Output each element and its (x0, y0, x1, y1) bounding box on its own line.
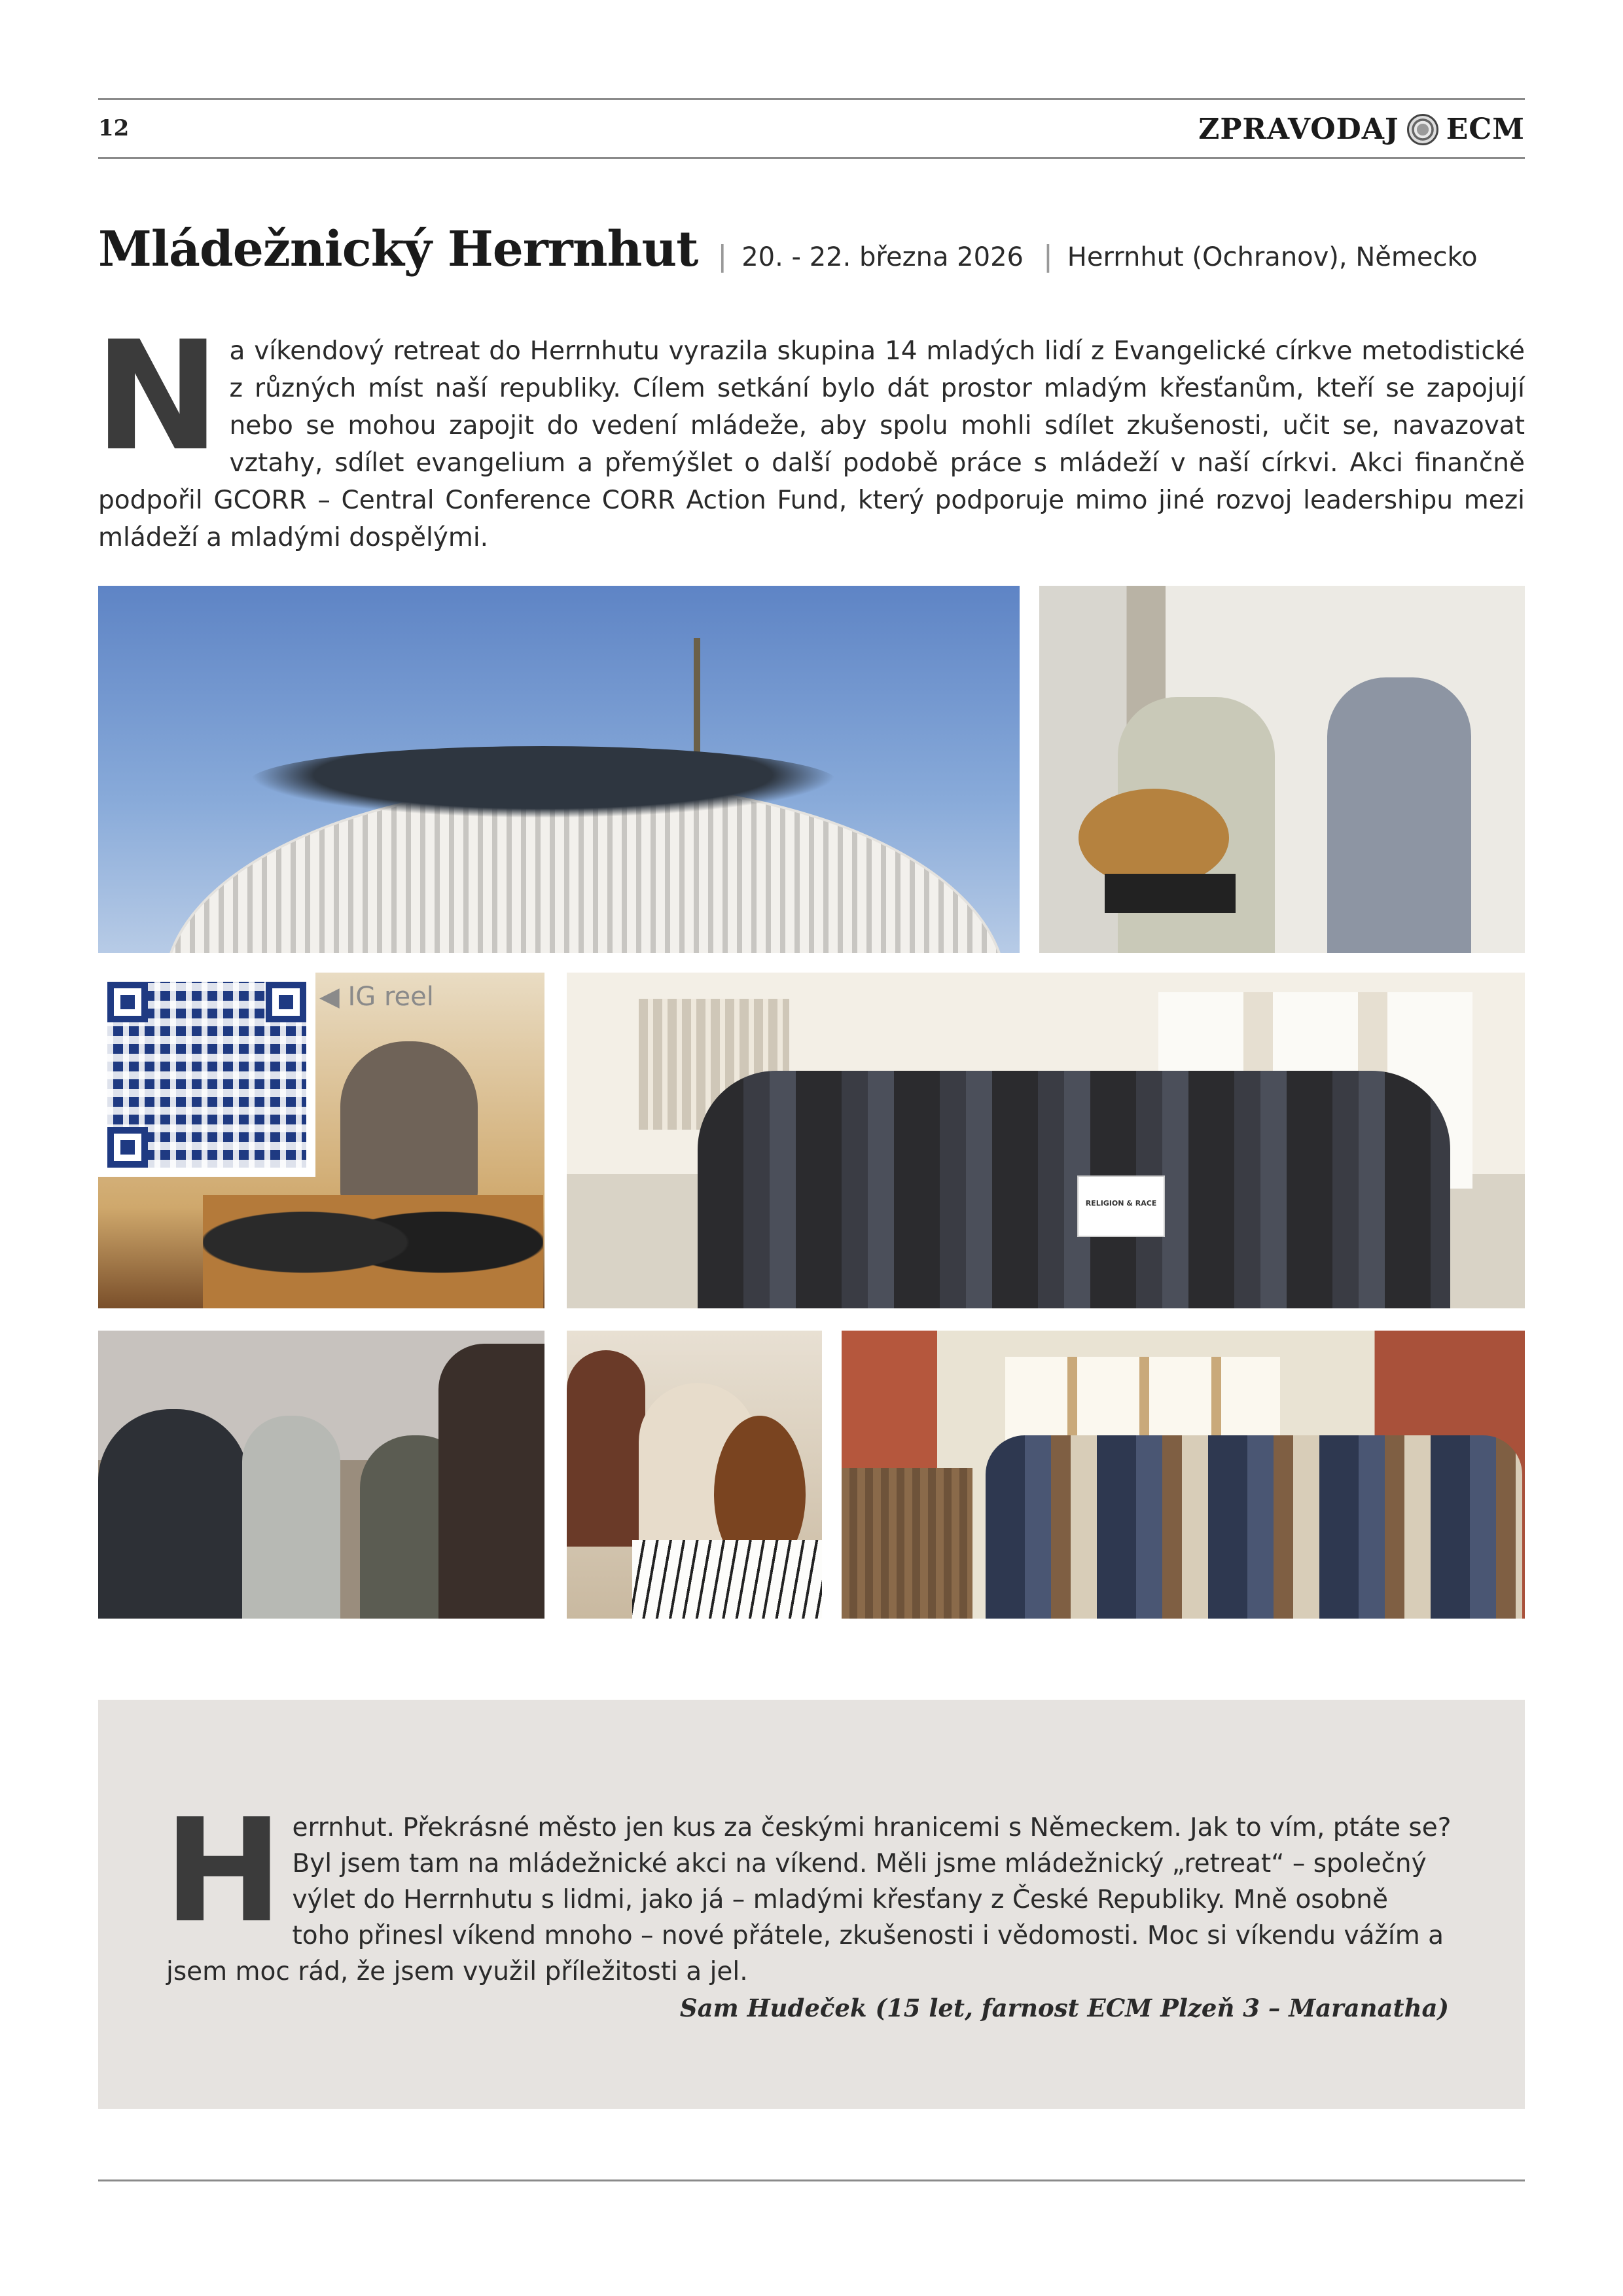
qr-code-icon (107, 982, 306, 1168)
testimonial (164, 1789, 1452, 2026)
page-number: 12 (98, 115, 130, 141)
intro-text: a víkendový retreat do Herrnhutu vyrazila skupina 14 mladých lidí z Evangelické církve metodistické z různých míst naší republiky. Cílem setkání bylo dát prostor mladým křesťanům, kteří se zapojují nebo se mohou zapojit do vedení mládeže, aby spolu mohli sdílet zkušenosti, učit se, navazovat vztahy, sdílet evangelium a přemýšlet o další podobě práce s mládeží v naší církvi. Akci finančně podpořil GCORR – Central Conference CORR Action Fund, který podporuje mimo jiné rozvoj leadershipu mezi mládeží a mladými dospělými. (98, 336, 1525, 552)
piano-keys (632, 1540, 822, 1619)
article-title-line (98, 221, 1538, 278)
qr-finder (266, 982, 306, 1022)
waving-group (249, 746, 838, 818)
header-bottom-rule (98, 157, 1525, 159)
ig-reel-label: ◀ IG reel (319, 982, 434, 1012)
testimonial-dropcap: H (164, 1789, 283, 1954)
intro-paragraph (94, 310, 1525, 556)
footer-rule (98, 2179, 1525, 2181)
testimonial-text: errnhut. Překrásné město jen kus za českými hranicemi s Německem. Jak to vím, ptáte se? Byl jsem tam na mládežnické akci na víkend. Měli jsme mládežnický „retreat“ – společný výlet do Herrnhutu s lidmi, jako já – mladými křesťany z České Republiky. Mně osobně toho přinesl víkend mnoho – nové přátele, zkušenosti i vědomosti. Moc si víkendu vážím a jsem moc rád, že jsem využil příležitosti a jel. (166, 1813, 1452, 1986)
masthead-ecm: ECM (1446, 113, 1525, 146)
listener (567, 1350, 645, 1547)
photo-group-on-tower (98, 586, 1020, 953)
religion-race-sign (1077, 1175, 1165, 1237)
photo-cafe-meal (842, 1331, 1525, 1619)
music-stand (1105, 874, 1236, 913)
photo-guitar-and-sax (1039, 586, 1525, 953)
tower-cross (694, 638, 700, 769)
header-top-rule (98, 98, 1525, 100)
walker (438, 1344, 544, 1619)
event-place: Herrnhut (Ochranov), Německo (1067, 242, 1478, 272)
ig-reel-qr-code[interactable] (98, 973, 315, 1177)
saxophonist (1327, 677, 1471, 953)
guitar (1079, 789, 1229, 887)
drum-kit (203, 1195, 543, 1308)
article-title: Mládežnický Herrnhut (98, 221, 698, 278)
photo-outdoor-walk (98, 1331, 544, 1619)
qr-finder (107, 1127, 148, 1168)
masthead-zpravodaj: ZPRAVODAJ (1198, 113, 1399, 146)
masthead (1198, 113, 1525, 146)
cafe-counter (842, 1468, 972, 1619)
qr-finder (107, 982, 148, 1022)
sign-text: RELIGION & RACE (1085, 1199, 1157, 1208)
title-separator: | (1043, 240, 1053, 273)
walker (242, 1416, 340, 1619)
photo-drummer (98, 973, 544, 1308)
intro-dropcap: N (94, 310, 221, 484)
testimonial-signature: Sam Hudeček (15 let, farnost ECM Plzeň 3 – Maranatha) (679, 1994, 1449, 2022)
title-separator: | (717, 240, 728, 273)
photo-cello-and-piano (567, 1331, 822, 1619)
standing-group (698, 1071, 1450, 1308)
church-seal-icon (1407, 114, 1438, 145)
event-date: 20. - 22. března 2026 (741, 242, 1024, 272)
photo-group-in-church (567, 973, 1525, 1308)
drummer (340, 1041, 478, 1211)
walker (98, 1409, 249, 1619)
diners (986, 1435, 1522, 1619)
testimonial-box (98, 1700, 1525, 2109)
